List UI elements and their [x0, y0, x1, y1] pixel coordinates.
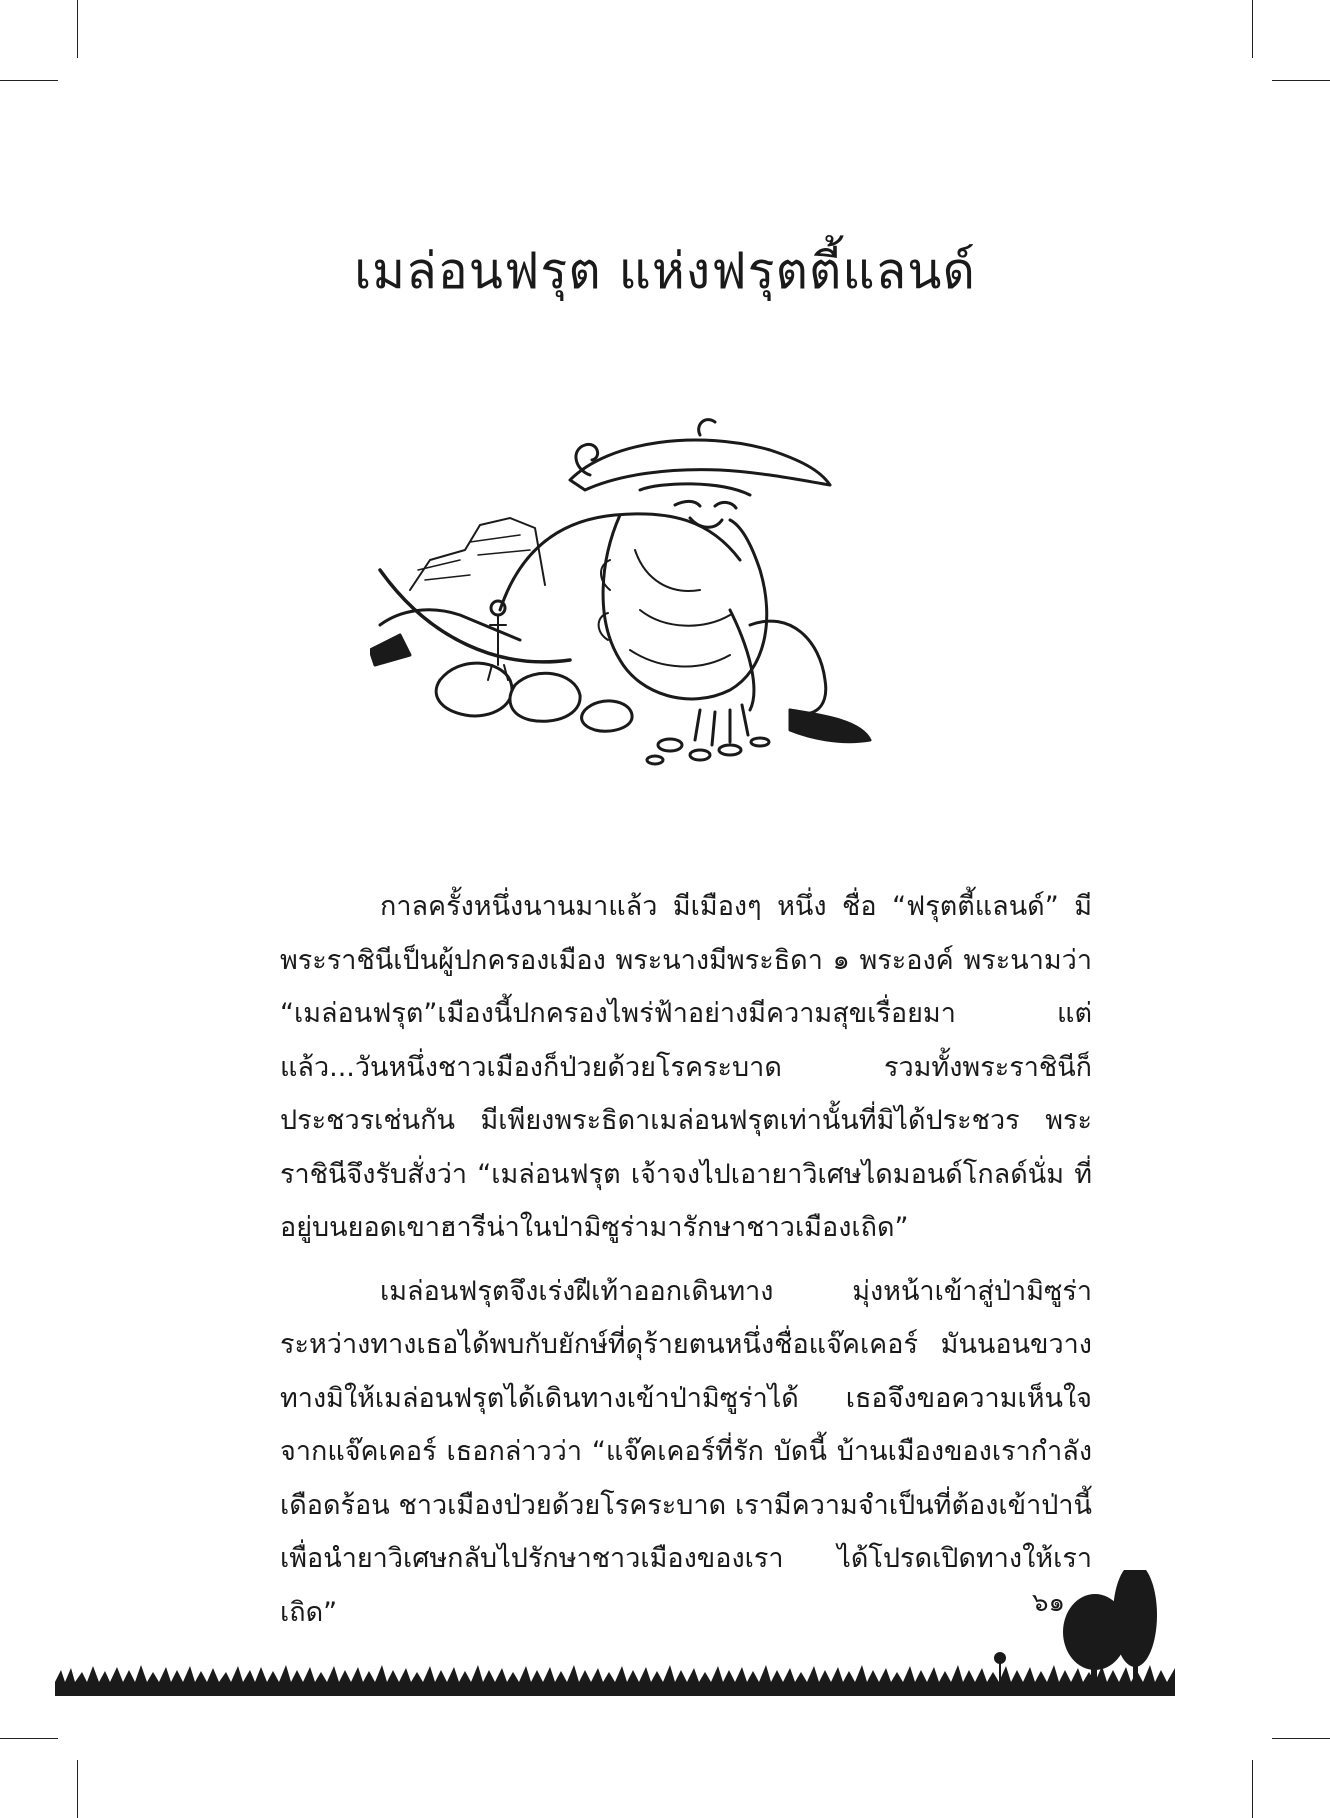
crop-mark — [0, 1738, 58, 1739]
crop-mark — [1272, 1738, 1330, 1739]
page-number: ๖๑ — [1032, 1588, 1066, 1618]
crop-mark — [1272, 80, 1330, 81]
crop-mark — [77, 1760, 78, 1818]
crop-mark — [77, 0, 78, 58]
page-title: เมล่อนฟรุต แห่งฟรุตตี้แลนด์ — [354, 242, 976, 300]
crop-mark — [0, 80, 58, 81]
paragraph: กาลครั้งหนึ่งนานมาแล้ว มีเมืองๆ หนึ่ง ชื่อ “ฟรุตตี้แลนด์” มีพระราชินีเป็นผู้ปกครองเมือง พระนางมีพระธิดา ๑ พระองค์ พระนามว่า “เมล่อนฟรุต”เมืองนี้ปกครองไพร่ฟ้าอย่างมีความสุขเรื่อยมา แต่แล้ว...วันหนึ่งชาวเมืองก็ป่วยด้วยโรคระบาด รวมทั้งพระราชินีก็ประชวรเช่นกัน มีเพียงพระธิดาเมล่อนฟรุตเท่านั้นที่มิได้ประชวร พระราชินีจึงรับสั่งว่า “เมล่อนฟรุต เจ้าจงไปเอายาวิเศษไดมอนด์โกลด์นั่ม ที่อยู่บนยอดเขาฮารีน่าในป่ามิซูร่ามารักษาชาวเมืองเถิด” — [280, 891, 1092, 1243]
body-text — [280, 880, 1092, 1649]
crop-mark — [1252, 1760, 1253, 1818]
paragraph: เมล่อนฟรุตจึงเร่งฝีเท้าออกเดินทาง มุ่งหน้าเข้าสู่ป่ามิซูร่า ระหว่างทางเธอได้พบกับยักษ์ที่ดุร้ายตนหนึ่งชื่อแจ๊คเคอร์ มันนอนขวางทางมิให้เมล่อนฟรุตได้เดินทางเข้าป่ามิซูร่าได้ เธอจึงขอความเห็นใจจากแจ๊คเคอร์ เธอกล่าวว่า “แจ๊คเคอร์ที่รัก บัดนี้ บ้านเมืองของเรากำลังเดือดร้อน ชาวเมืองป่วยด้วยโรคระบาด เรามีความจำเป็นที่ต้องเข้าป่านี้เพื่อนำยาวิเศษกลับไปรักษาชาวเมืองของเรา ได้โปรดเปิดทางให้เราเถิด” — [280, 1275, 1092, 1628]
crop-mark — [1252, 0, 1253, 58]
illustration — [370, 410, 1000, 830]
grass-ground-decoration — [55, 1570, 1175, 1700]
